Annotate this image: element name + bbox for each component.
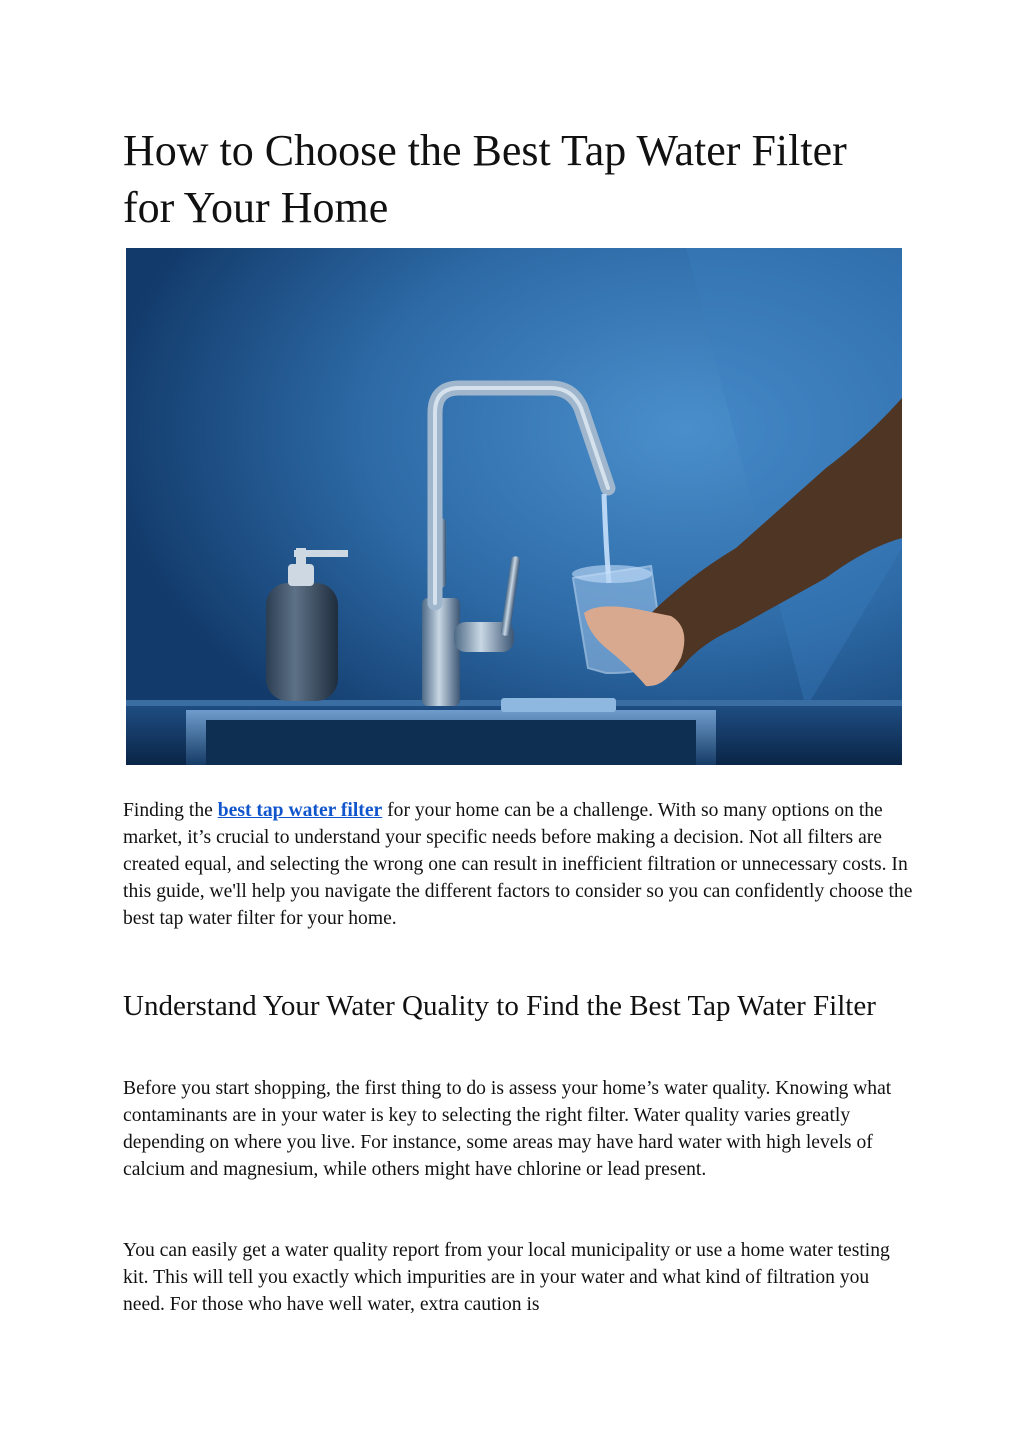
intro-text-after-link: for your home can be a challenge. With so many options on the market, it’s crucial to understand your specific needs before making a decision. Not all filters are created equal, and selecting the wrong one can result in inefficient filtration or unnecessary costs. In this guide, we'll help you navigate the different factors to consider so you can confidently choose the best tap water filter for your home. (123, 800, 913, 929)
section-paragraph-2: You can easily get a water quality report from your local municipality or use a home water testing kit. This will tell you exactly which impurities are in your water and what kind of filtration you need. For those who have well water, extra caution is (123, 1240, 890, 1315)
best-tap-water-filter-link[interactable]: best tap water filter (217, 800, 383, 821)
intro-paragraph (123, 797, 913, 932)
intro-text-before-link: Finding the (123, 800, 218, 821)
hero-image-faucet-glass (126, 248, 902, 765)
section-paragraph-1: Before you start shopping, the first thing to do is assess your home’s water quality. Knowing what contaminants are in your water is key to selecting the right filter. Water quality varies greatly depending on where you live. For instance, some areas may have hard water with high levels of calcium and magnesium, while others might have chlorine or lead present. (123, 1078, 892, 1180)
article-title: How to Choose the Best Tap Water Filter for Your Home (123, 126, 847, 232)
section-heading-water-quality: Understand Your Water Quality to Find the Best Tap Water Filter (123, 990, 876, 1022)
